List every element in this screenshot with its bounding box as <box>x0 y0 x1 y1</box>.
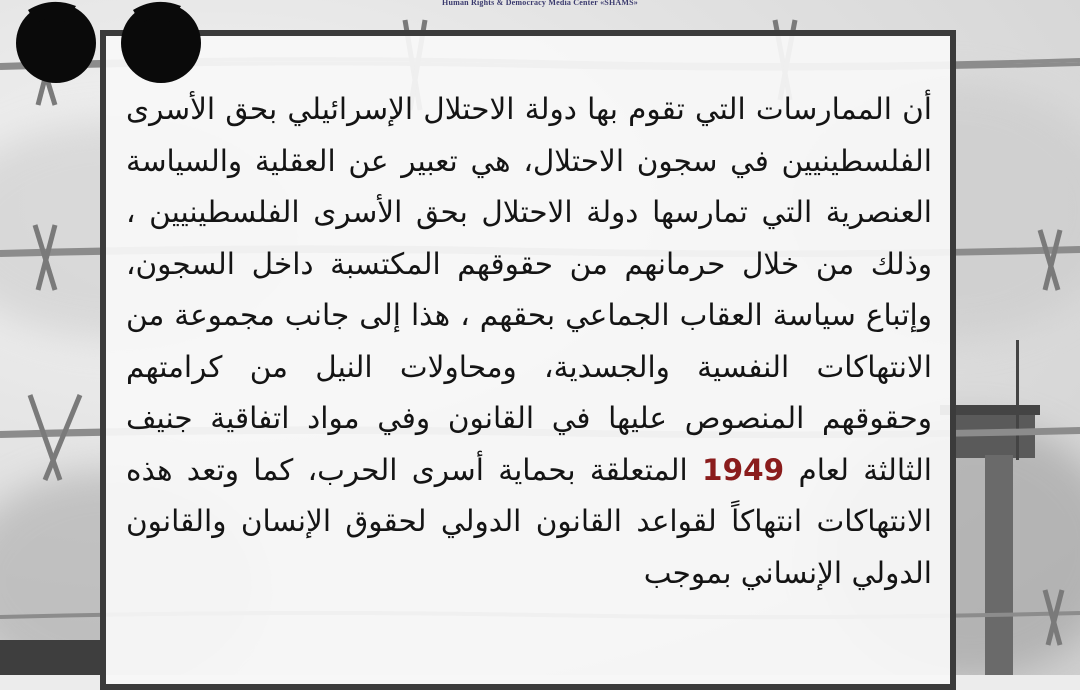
statement-text <box>126 84 932 599</box>
organization-name: Human Rights & Democracy Media Center «SHAMS» <box>442 0 638 7</box>
quote-icon <box>6 0 206 90</box>
year-highlight: 1949 <box>702 452 785 487</box>
statement-part-2: المتعلقة بحماية أسرى الحرب، كما وتعد هذه الانتهاكات انتهاكاً لقواعد القانون الدولي لحقوق الإنسان والقانون الدولي الإنساني بموجب <box>126 452 932 590</box>
statement-part-1: أن الممارسات التي تقوم بها دولة الاحتلال الإسرائيلي بحق الأسرى الفلسطينيين في سجون الاحتلال، هي تعبير عن العقلية والسياسة العنصرية التي تمارسها دولة الاحتلال بحق الأسرى الفلسطينيين ، وذلك من خلال حرمانهم من حقوقهم المكتسبة داخل السجون، وإتباع سياسة العقاب الجماعي بحقهم ، هذا إلى جانب مجموعة من الانتهاكات النفسية والجسدية، ومحاولات النيل من كرامتهم وحقوقهم المنصوص عليها في القانون وفي مواد اتفاقية جنيف الثالثة لعام <box>126 92 932 487</box>
